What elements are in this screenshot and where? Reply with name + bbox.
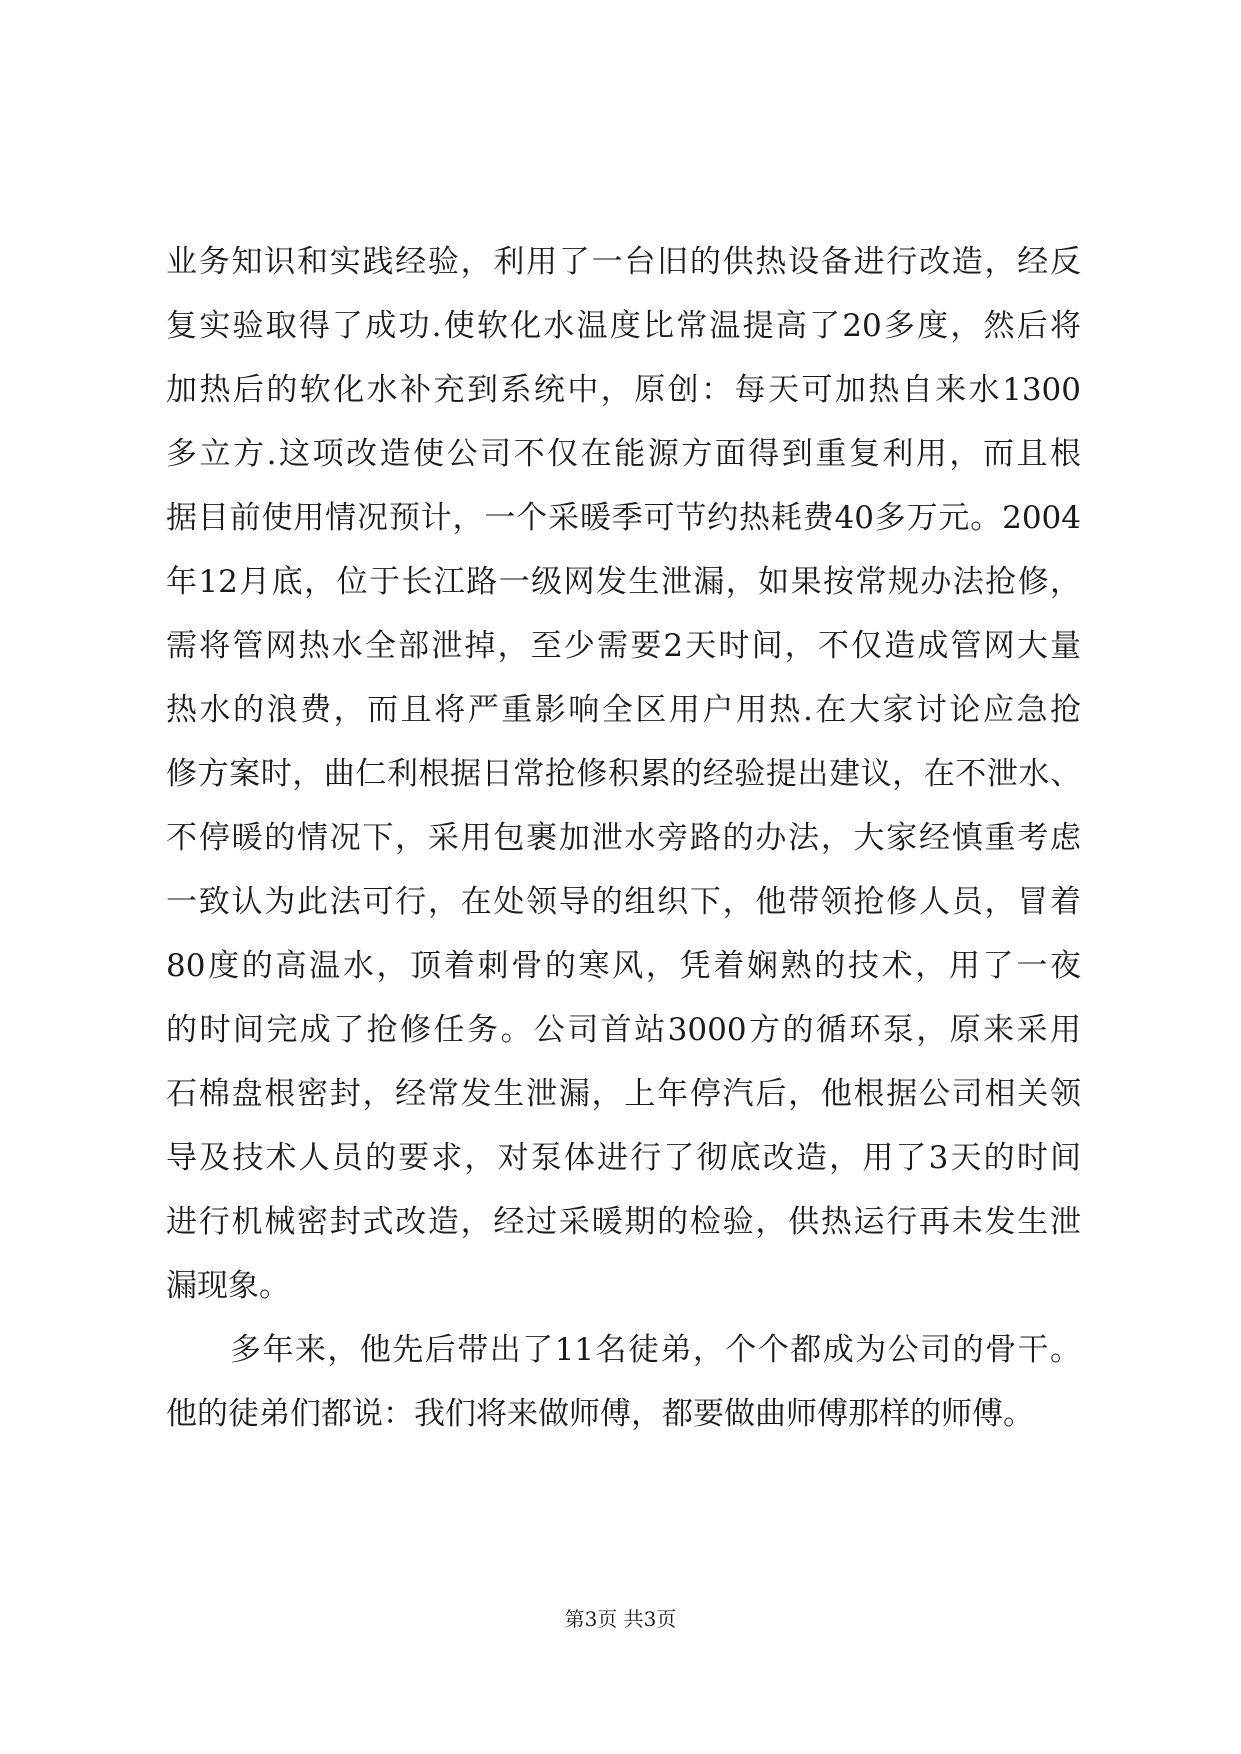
text-line: 据目前使用情况预计，一个采暖季可节约热耗费40多万元。2004 xyxy=(166,500,1081,536)
text-line: 石棉盘根密封，经常发生泄漏，上年停汽后，他根据公司相关领 xyxy=(166,1076,1081,1112)
text-line: 他的徒弟们都说：我们将来做师傅，都要做曲师傅那样的师傅。 xyxy=(166,1396,1034,1432)
text-line: 加热后的软化水补充到系统中，原创：每天可加热自来水1300 xyxy=(166,372,1081,408)
text-line: 进行机械密封式改造，经过采暖期的检验，供热运行再未发生泄 xyxy=(166,1204,1081,1240)
page-number-footer: 第3页 共3页 xyxy=(564,1607,677,1631)
paragraph-2 xyxy=(166,1318,1081,1446)
text-line: 修方案时，曲仁利根据日常抢修积累的经验提出建议，在不泄水、 xyxy=(166,756,1081,792)
text-line: 一致认为此法可行，在处领导的组织下，他带领抢修人员，冒着 xyxy=(166,884,1081,920)
text-line: 年12月底，位于长江路一级网发生泄漏，如果按常规办法抢修， xyxy=(166,564,1081,600)
text-line: 导及技术人员的要求，对泵体进行了彻底改造，用了3天的时间 xyxy=(166,1140,1081,1176)
text-line: 多年来，他先后带出了11名徒弟，个个都成为公司的骨干。 xyxy=(230,1332,1081,1368)
text-line: 不停暖的情况下，采用包裹加泄水旁路的办法，大家经慎重考虑 xyxy=(166,820,1081,856)
body-text xyxy=(166,230,1081,1446)
text-line: 的时间完成了抢修任务。公司首站3000方的循环泵，原来采用 xyxy=(166,1012,1081,1048)
text-line: 多立方.这项改造使公司不仅在能源方面得到重复利用，而且根 xyxy=(166,436,1081,472)
text-line: 复实验取得了成功.使软化水温度比常温提高了20多度，然后将 xyxy=(166,308,1081,344)
text-line: 热水的浪费，而且将严重影响全区用户用热.在大家讨论应急抢 xyxy=(166,692,1081,728)
text-line: 漏现象。 xyxy=(166,1268,290,1304)
text-line: 业务知识和实践经验，利用了一台旧的供热设备进行改造，经反 xyxy=(166,244,1081,280)
text-line: 需将管网热水全部泄掉，至少需要2天时间，不仅造成管网大量 xyxy=(166,628,1081,664)
paragraph-1 xyxy=(166,230,1081,1318)
text-line: 80度的高温水，顶着刺骨的寒风，凭着娴熟的技术，用了一夜 xyxy=(166,948,1081,984)
